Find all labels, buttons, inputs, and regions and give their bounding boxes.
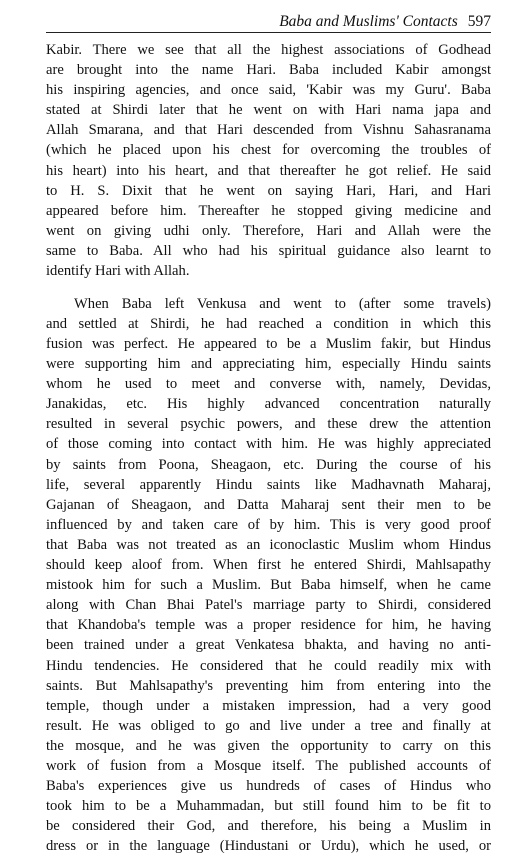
paragraph-1 — [46, 40, 491, 281]
text-line: been trained under a great Venkatesa bhakta, and having no anti- — [46, 637, 491, 654]
paragraph-2 — [46, 294, 491, 856]
text-line: Allah Smarana, and that Hari descended from Vishnu Sahasranama — [46, 122, 491, 139]
text-line: Janakidas, etc. His highly advanced concentration naturally — [46, 396, 491, 413]
text-line: his inspiring agencies, and once said, 'Kabir was my Guru'. Baba — [46, 82, 491, 99]
text-line: that Baba was not treated as an iconoclastic Muslim whom Hindus — [46, 536, 491, 553]
text-line: Gajanan of Sheagaon, and Datta Maharaj sent their men to be — [46, 496, 491, 513]
text-line: should keep aloof from. When first he entered Shirdi, Mahlsapathy — [46, 557, 491, 574]
header-rule — [46, 32, 491, 33]
text-line: of those coming into contact with him. He was highly appreciated — [46, 436, 491, 453]
text-line: the mosque, and he was given the opportunity to carry on this — [46, 737, 491, 754]
text-line: to H. S. Dixit that he went on saying Hari, Hari, and Hari — [46, 182, 491, 199]
text-line: work of fusion from a Mosque itself. The published accounts of — [46, 757, 491, 774]
text-line: When Baba left Venkusa and went to (after some travels) — [74, 295, 491, 312]
text-line: and settled at Shirdi, he had reached a condition in which this — [46, 315, 491, 332]
text-line: identify Hari with Allah. — [46, 263, 190, 280]
text-line: fusion was perfect. He appeared to be a Muslim fakir, but Hindus — [46, 336, 491, 352]
text-line: along with Chan Bhai Patel's marriage party to Shirdi, considered — [46, 597, 491, 614]
text-line: temple, though under a mistaken impression, had a very good — [46, 697, 491, 714]
text-line: that Khandoba's temple was a proper residence for him, he having — [46, 617, 491, 634]
text-line: Baba's experiences give us hundreds of cases of Hindus who — [46, 778, 491, 795]
text-line: same to Baba. All who had his spiritual guidance also learnt to — [46, 242, 491, 259]
text-line: are brought into the name Hari. Baba included Kabir amongst — [46, 62, 491, 79]
text-line: whom he used to meet and converse with, namely, Devidas, — [46, 376, 491, 393]
text-line: Hindu tendencies. He considered that he could readily mix with — [46, 657, 491, 674]
text-line: took him to be a Muhammadan, but still found him to be fit to — [46, 798, 491, 815]
text-line: were supporting him and appreciating him, especially Hindu saints — [46, 356, 491, 373]
text-line: (which he placed upon his chest for overcoming the troubles of — [46, 142, 491, 159]
text-line: saints. But Mahlsapathy's preventing him from entering into the — [46, 677, 491, 694]
text-line: went on giving udhi only. Therefore, Hari and Allah were the — [46, 222, 491, 239]
page-number: 597 — [467, 13, 491, 30]
body-text — [46, 40, 491, 856]
text-line: Kabir. There we see that all the highest associations of Godhead — [46, 42, 491, 58]
text-line: appeared before him. Thereafter he stopped giving medicine and — [46, 202, 491, 219]
text-line: dress or in the language (Hindustani or Urdu), which he used, or — [46, 838, 491, 855]
text-line: by saints from Poona, Sheagaon, etc. During the course of his — [46, 456, 491, 473]
running-header-title: Baba and Muslims' Contacts — [279, 13, 458, 30]
text-line: life, several apparently Hindu saints like Madhavnath Maharaj, — [46, 476, 491, 493]
running-header — [46, 12, 491, 32]
text-line: mistook him for such a Muslim. But Baba himself, when he came — [46, 577, 491, 594]
text-line: his heart) into his heart, and that thereafter he got relief. He said — [46, 162, 491, 179]
text-line: resulted in several psychic powers, and these drew the attention — [46, 416, 491, 433]
text-line: influenced by and taken care of by him. This is very good proof — [46, 516, 491, 533]
text-line: be considered their God, and therefore, his being a Muslim in — [46, 818, 491, 835]
text-line: result. He was obliged to go and live under a tree and finally at — [46, 717, 491, 734]
text-line: stated at Shirdi later that he went on with Hari nama japa and — [46, 102, 491, 119]
